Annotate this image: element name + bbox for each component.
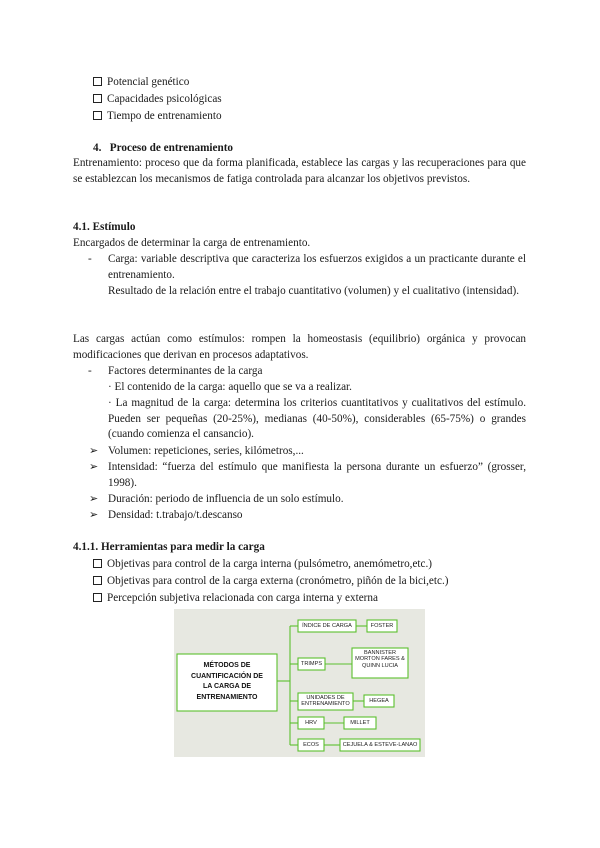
list-item: Volumen: repeticiones, series, kilómetros,...	[108, 445, 304, 457]
arrow-bullet-icon: ➢	[89, 445, 99, 457]
list-item: Densidad: t.trabajo/t.descanso	[108, 509, 243, 521]
list-item: Duración: periodo de influencia de un solo estímulo.	[108, 493, 344, 505]
list-item: Objetivas para control de la carga interna (pulsómetro, anemómetro,etc.)	[93, 557, 432, 573]
author-label: FOSTER	[370, 623, 394, 629]
paragraph: Carga: variable descriptiva que caracteriza los esfuerzos exigidos a un practicante durante el entrenamiento.	[108, 253, 526, 281]
list-item: Tiempo de entrenamiento	[93, 109, 222, 125]
paragraph: Las cargas actúan como estímulos: rompen la homeostasis (equilibrio) orgánica y provocan modificaciones que derivan en procesos adaptativos.	[73, 333, 526, 361]
diagram-main-title: MÉTODOS DE CUANTIFICACIÓN DE LA CARGA DE ENTRENAMIENTO	[191, 662, 263, 701]
list-item: · El contenido de la carga: aquello que se va a realizar.	[108, 381, 352, 393]
paragraph: Entrenamiento: proceso que da forma planificada, establece las cargas y las recuperaciones para que se establezcan los mecanismos de fatiga controlada para alcanzar los objetivos previstos.	[73, 157, 526, 185]
list-item: Potencial genético	[93, 75, 189, 91]
list-item: Objetivas para control de la carga externa (cronómetro, piñón de la bici,etc.)	[93, 574, 449, 590]
section-heading: 4.1. Estímulo	[73, 221, 136, 233]
checkbox-icon	[93, 94, 102, 103]
arrow-bullet-icon: ➢	[89, 493, 99, 505]
list-item: Intensidad: “fuerza del estímulo que manifiesta la persona durante un esfuerzo” (grosser, 1998).	[108, 461, 526, 489]
dash-bullet: -	[88, 253, 92, 265]
branch-label: TRIMPS	[300, 661, 323, 667]
checkbox-icon	[93, 77, 102, 86]
checkbox-icon	[93, 111, 102, 120]
checkbox-icon	[93, 593, 102, 602]
section-heading: 4. Proceso de entrenamiento	[93, 142, 234, 154]
branch-label: HRV	[305, 720, 317, 726]
author-label: MILLET	[350, 720, 370, 726]
author-label: CEJUELA & ESTEVE-LANAO	[342, 742, 418, 748]
list-item: Percepción subjetiva relacionada con carga interna y externa	[93, 591, 378, 607]
methods-diagram	[174, 609, 425, 757]
checkbox-icon	[93, 559, 102, 568]
list-item: Factores determinantes de la carga	[108, 365, 263, 377]
list-item: · La magnitud de la carga: determina los criterios cuantitativos y cualitativos del estímulo. Pueden ser pequeñas (20-25%), medianas (40-50%), considerables (65-75%) o grandes (cuando comienza el cansancio).	[108, 397, 526, 441]
section-heading: 4.1.1. Herramientas para medir la carga	[73, 541, 265, 553]
author-label: HEGEA	[369, 698, 389, 704]
dash-bullet: -	[88, 365, 92, 377]
arrow-bullet-icon: ➢	[89, 461, 99, 473]
arrow-bullet-icon: ➢	[89, 509, 99, 521]
paragraph: Resultado de la relación entre el trabajo cuantitativo (volumen) y el cualitativo (intensidad).	[108, 285, 519, 297]
paragraph: Encargados de determinar la carga de entrenamiento.	[73, 237, 311, 249]
list-item: Capacidades psicológicas	[93, 92, 222, 108]
checkbox-icon	[93, 576, 102, 585]
branch-label: UNIDADES DE ENTRENAMIENTO	[301, 695, 350, 708]
author-label: BANNISTER MORTON FARES & QUINN LUCIA	[355, 650, 405, 669]
branch-label: ECOS	[303, 742, 319, 748]
branch-label: ÍNDICE DE CARGA	[302, 623, 352, 629]
